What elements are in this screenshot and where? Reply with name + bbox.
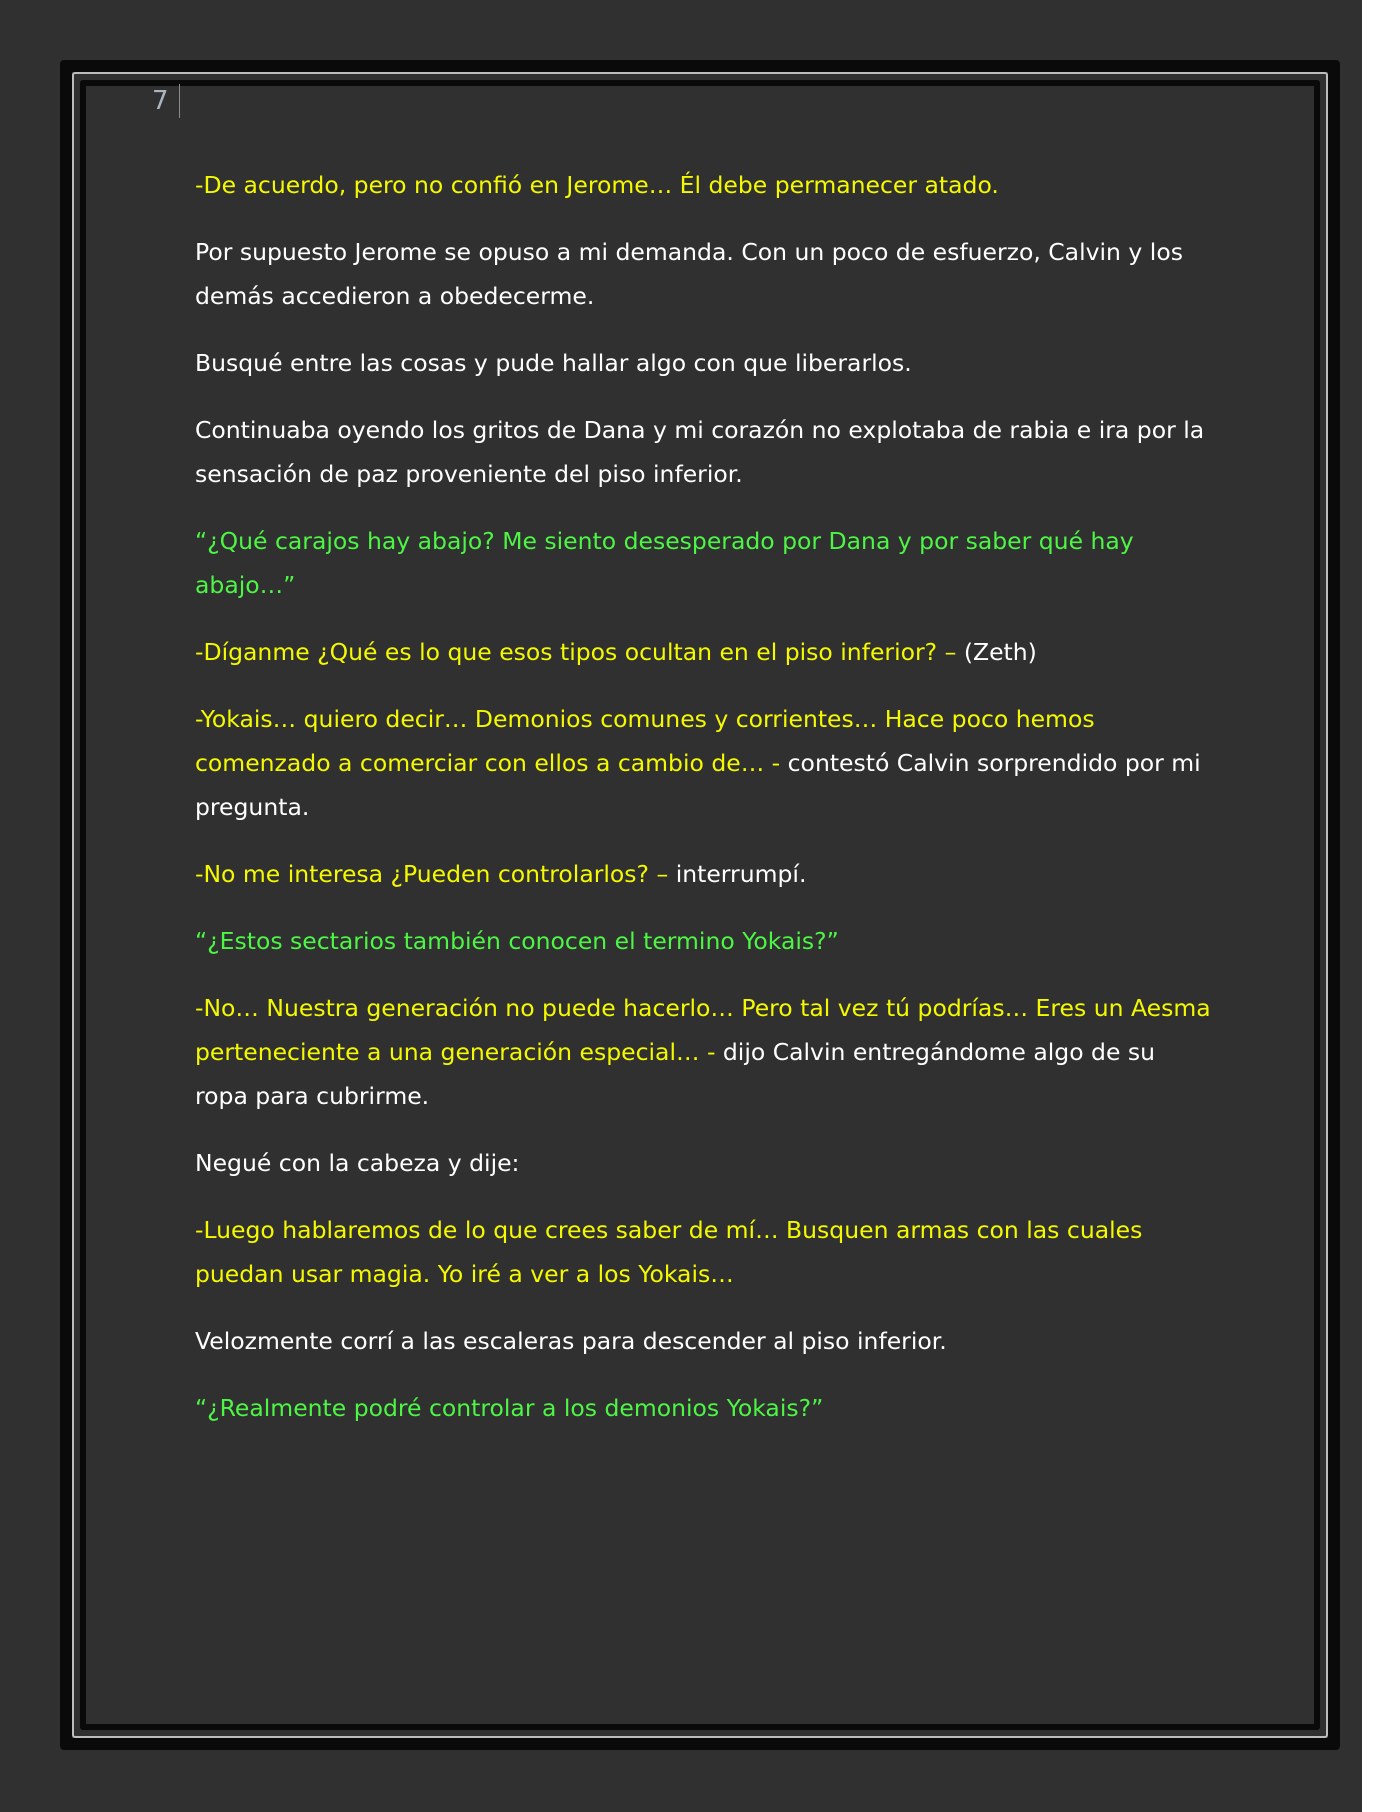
paragraph <box>195 408 1215 496</box>
paragraph <box>195 341 1215 385</box>
page-number: 7 <box>152 84 180 118</box>
paragraph <box>195 986 1215 1118</box>
paragraph-text: (Zeth) <box>963 638 1037 666</box>
paragraph <box>195 630 1215 674</box>
paragraph-text: -No me interesa ¿Pueden controlarlos? – <box>195 860 676 888</box>
story-text <box>195 163 1215 1453</box>
paragraph-text: -Díganme ¿Qué es lo que esos tipos ocultan en el piso inferior? – <box>195 638 964 666</box>
paragraph-text: -Yokais… quiero decir… Demonios comunes y corrientes… Hace poco hemos comenzado a comerciar con ellos a cambio de… - <box>195 705 1095 777</box>
paragraph <box>195 519 1215 607</box>
paragraph-text: contestó Calvin sorprendido por mi pregunta. <box>195 749 1201 821</box>
paragraph <box>195 919 1215 963</box>
paragraph-text: -No… Nuestra generación no puede hacerlo… Pero tal vez tú podrías… Eres un Aesma perteneciente a una generación especial… - <box>195 994 1211 1066</box>
paragraph-text: dijo Calvin entregándome algo de su ropa para cubrirme. <box>195 1038 1156 1110</box>
paragraph-text: Busqué entre las cosas y pude hallar algo con que liberarlos. <box>195 349 912 377</box>
paragraph-text: Negué con la cabeza y dije: <box>195 1149 520 1177</box>
paragraph <box>195 852 1215 896</box>
paragraph-text: Velozmente corrí a las escaleras para descender al piso inferior. <box>195 1327 947 1355</box>
paragraph <box>195 230 1215 318</box>
paragraph-text: Por supuesto Jerome se opuso a mi demanda. Con un poco de esfuerzo, Calvin y los demás accedieron a obedecerme. <box>195 238 1183 310</box>
paragraph-text: -Luego hablaremos de lo que crees saber de mí… Busquen armas con las cuales puedan usar magia. Yo iré a ver a los Yokais… <box>195 1216 1143 1288</box>
paragraph-text: Continuaba oyendo los gritos de Dana y mi corazón no explotaba de rabia e ira por la sensación de paz proveniente del piso inferior. <box>195 416 1205 488</box>
paragraph-text: interrumpí. <box>675 860 807 888</box>
paragraph <box>195 163 1215 207</box>
paragraph <box>195 1386 1215 1430</box>
paragraph <box>195 1141 1215 1185</box>
paragraph-text: -De acuerdo, pero no confió en Jerome… Él debe permanecer atado. <box>195 171 999 199</box>
paragraph-text: “¿Realmente podré controlar a los demonios Yokais?” <box>195 1394 824 1422</box>
paragraph <box>195 1319 1215 1363</box>
paragraph <box>195 1208 1215 1296</box>
paragraph-text: “¿Qué carajos hay abajo? Me siento desesperado por Dana y por saber qué hay abajo…” <box>195 527 1134 599</box>
paragraph-text: “¿Estos sectarios también conocen el termino Yokais?” <box>195 927 839 955</box>
paragraph <box>195 697 1215 829</box>
